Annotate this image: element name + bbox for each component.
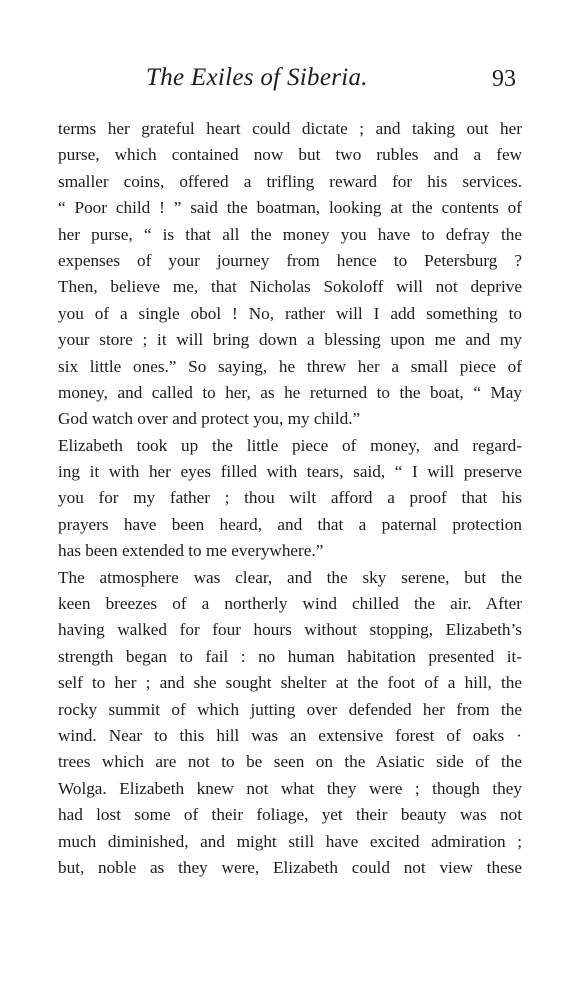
paragraph-2 bbox=[58, 433, 522, 565]
text-line: six little ones.” So saying, he threw her a small piece of bbox=[58, 356, 522, 376]
text-line: smaller coins, offered a trifling reward for his services. bbox=[58, 171, 522, 191]
text-line: terms her grateful heart could dictate ; and taking out her bbox=[58, 119, 522, 138]
text-line: trees which are not to be seen on the Asiatic side of the bbox=[58, 752, 522, 772]
text-line: her purse, “ is that all the money you have to defray the bbox=[58, 224, 522, 244]
text-line: but, noble as they were, Elizabeth could not view these bbox=[58, 857, 522, 877]
text-line: you for my father ; thou wilt afford a proof that his bbox=[58, 488, 522, 508]
text-line: expenses of your journey from hence to Petersburg ? bbox=[58, 250, 522, 270]
paragraph-3 bbox=[58, 565, 522, 882]
text-line: purse, which contained now but two rubles and a few bbox=[58, 145, 522, 165]
text-line: has been extended to me everywhere.” bbox=[58, 541, 324, 561]
text-line: ing it with her eyes filled with tears, said, “ I will preserve bbox=[58, 462, 522, 482]
text-line: “ Poor child ! ” said the boatman, looking at the contents of bbox=[58, 198, 522, 218]
text-line: Wolga. Elizabeth knew not what they were ; though they bbox=[58, 778, 522, 798]
text-line: much diminished, and might still have excited admiration ; bbox=[58, 831, 522, 851]
page-number: 93 bbox=[492, 66, 516, 92]
body-text bbox=[58, 116, 522, 881]
text-line: money, and called to her, as he returned to the boat, “ May bbox=[58, 382, 522, 402]
text-line: Elizabeth took up the little piece of money, and regard- bbox=[58, 435, 522, 455]
text-line: The atmosphere was clear, and the sky serene, but the bbox=[58, 567, 522, 587]
paragraph-1 bbox=[58, 116, 522, 433]
running-title: The Exiles of Siberia. bbox=[146, 64, 368, 91]
text-line: rocky summit of which jutting over defended her from the bbox=[58, 699, 522, 719]
running-head bbox=[0, 64, 588, 104]
text-line: having walked for four hours without stopping, Elizabeth’s bbox=[58, 620, 522, 640]
text-line: strength began to fail : no human habitation presented it- bbox=[58, 646, 522, 666]
text-line: keen breezes of a northerly wind chilled the air. After bbox=[58, 594, 522, 614]
text-line: had lost some of their foliage, yet their beauty was not bbox=[58, 805, 522, 825]
text-line: wind. Near to this hill was an extensive forest of oaks · bbox=[58, 725, 522, 745]
text-line: you of a single obol ! No, rather will I add something to bbox=[58, 303, 522, 323]
text-line: God watch over and protect you, my child.” bbox=[58, 409, 361, 429]
text-line: your store ; it will bring down a blessing upon me and my bbox=[58, 330, 522, 350]
text-line: Then, believe me, that Nicholas Sokoloff will not deprive bbox=[58, 277, 522, 297]
text-line: self to her ; and she sought shelter at the foot of a hill, the bbox=[58, 673, 522, 693]
text-line: prayers have been heard, and that a paternal protection bbox=[58, 514, 522, 534]
